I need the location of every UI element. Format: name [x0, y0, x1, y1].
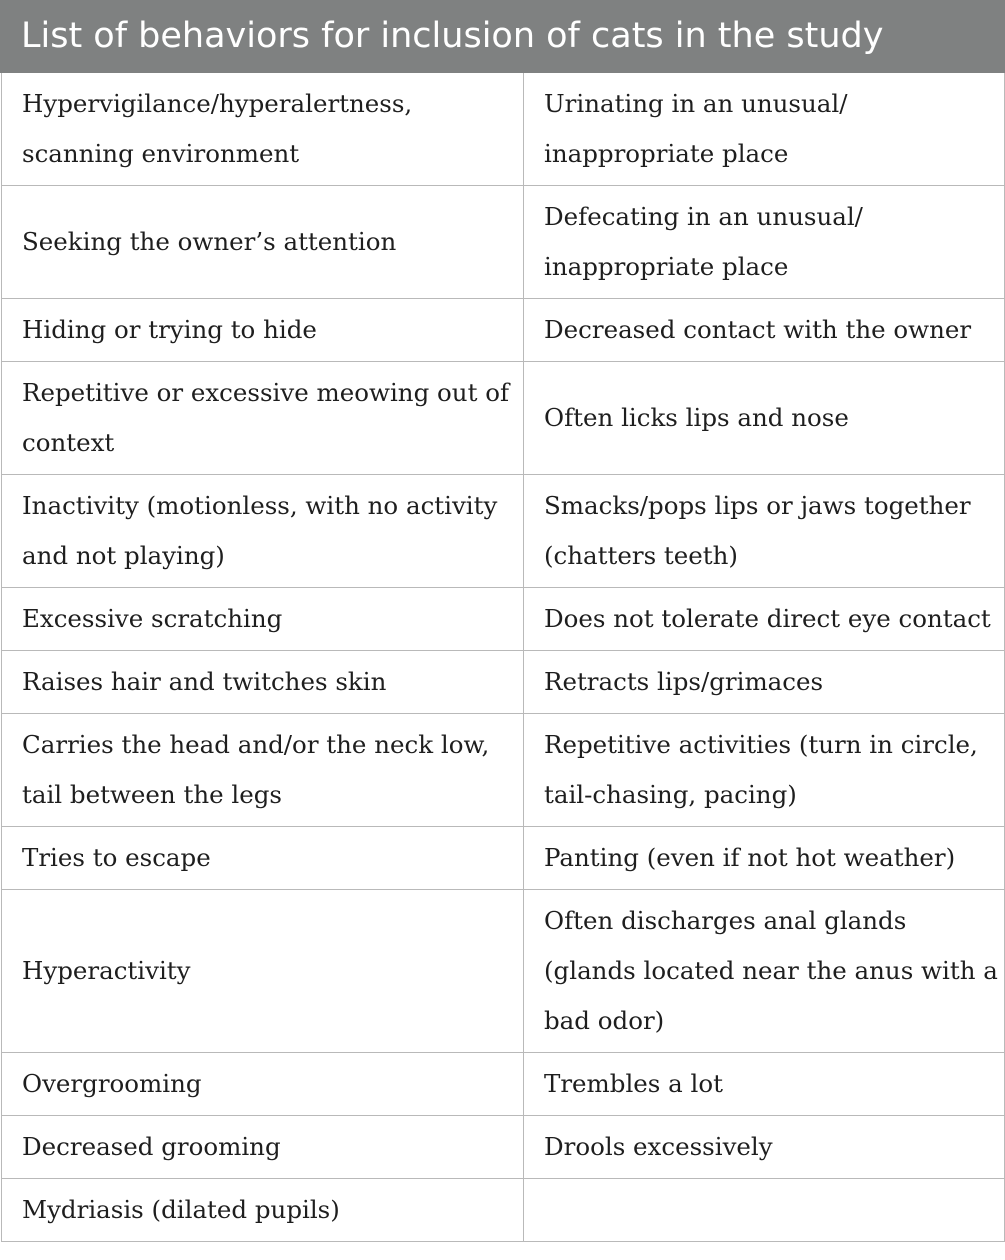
behavior-list-table — [1, 73, 1005, 1242]
table-cell-left: Inactivity (motionless, with no activity and not playing) — [2, 475, 524, 588]
table-cell-left: Hyperactivity — [2, 890, 524, 1053]
table-cell-right: Retracts lips/grimaces — [524, 651, 1005, 714]
table-row — [2, 362, 1005, 475]
table-row — [2, 714, 1005, 827]
table-row — [2, 1179, 1005, 1242]
table-cell-right: Often discharges anal glands (glands located near the anus with a bad odor) — [524, 890, 1005, 1053]
table-cell-right: Panting (even if not hot weather) — [524, 827, 1005, 890]
table-cell-left: Mydriasis (dilated pupils) — [2, 1179, 524, 1242]
table-row — [2, 1116, 1005, 1179]
table-cell-left: Overgrooming — [2, 1053, 524, 1116]
table-row — [2, 651, 1005, 714]
table-row — [2, 588, 1005, 651]
table-cell-right: Trembles a lot — [524, 1053, 1005, 1116]
table-row — [2, 299, 1005, 362]
table-cell-right: Urinating in an unusual/ inappropriate place — [524, 73, 1005, 186]
table-cell-right: Smacks/pops lips or jaws together (chatters teeth) — [524, 475, 1005, 588]
table-cell-left: Carries the head and/or the neck low, tail between the legs — [2, 714, 524, 827]
table-cell-right: Decreased contact with the owner — [524, 299, 1005, 362]
table-cell-right: Does not tolerate direct eye contact — [524, 588, 1005, 651]
table-row — [2, 1053, 1005, 1116]
table-cell-right: Repetitive activities (turn in circle, tail-chasing, pacing) — [524, 714, 1005, 827]
table-row — [2, 827, 1005, 890]
table-cell-left: Tries to escape — [2, 827, 524, 890]
table-cell-left: Excessive scratching — [2, 588, 524, 651]
table-cell-left: Raises hair and twitches skin — [2, 651, 524, 714]
table-cell-right: Defecating in an unusual/ inappropriate place — [524, 186, 1005, 299]
table-row — [2, 890, 1005, 1053]
table-row — [2, 186, 1005, 299]
table-cell-left: Decreased grooming — [2, 1116, 524, 1179]
table-cell-right: Often licks lips and nose — [524, 362, 1005, 475]
bottom-whitespace — [0, 1242, 1005, 1260]
table-row — [2, 73, 1005, 186]
table-cell-left: Repetitive or excessive meowing out of context — [2, 362, 524, 475]
table-cell-left: Hiding or trying to hide — [2, 299, 524, 362]
table-cell-left: Seeking the owner’s attention — [2, 186, 524, 299]
table-cell-right — [524, 1179, 1005, 1242]
table-cell-left: Hypervigilance/hyperalertness, scanning environment — [2, 73, 524, 186]
table-row — [2, 475, 1005, 588]
table-title: List of behaviors for inclusion of cats in the study — [0, 0, 1005, 73]
table-cell-right: Drools excessively — [524, 1116, 1005, 1179]
